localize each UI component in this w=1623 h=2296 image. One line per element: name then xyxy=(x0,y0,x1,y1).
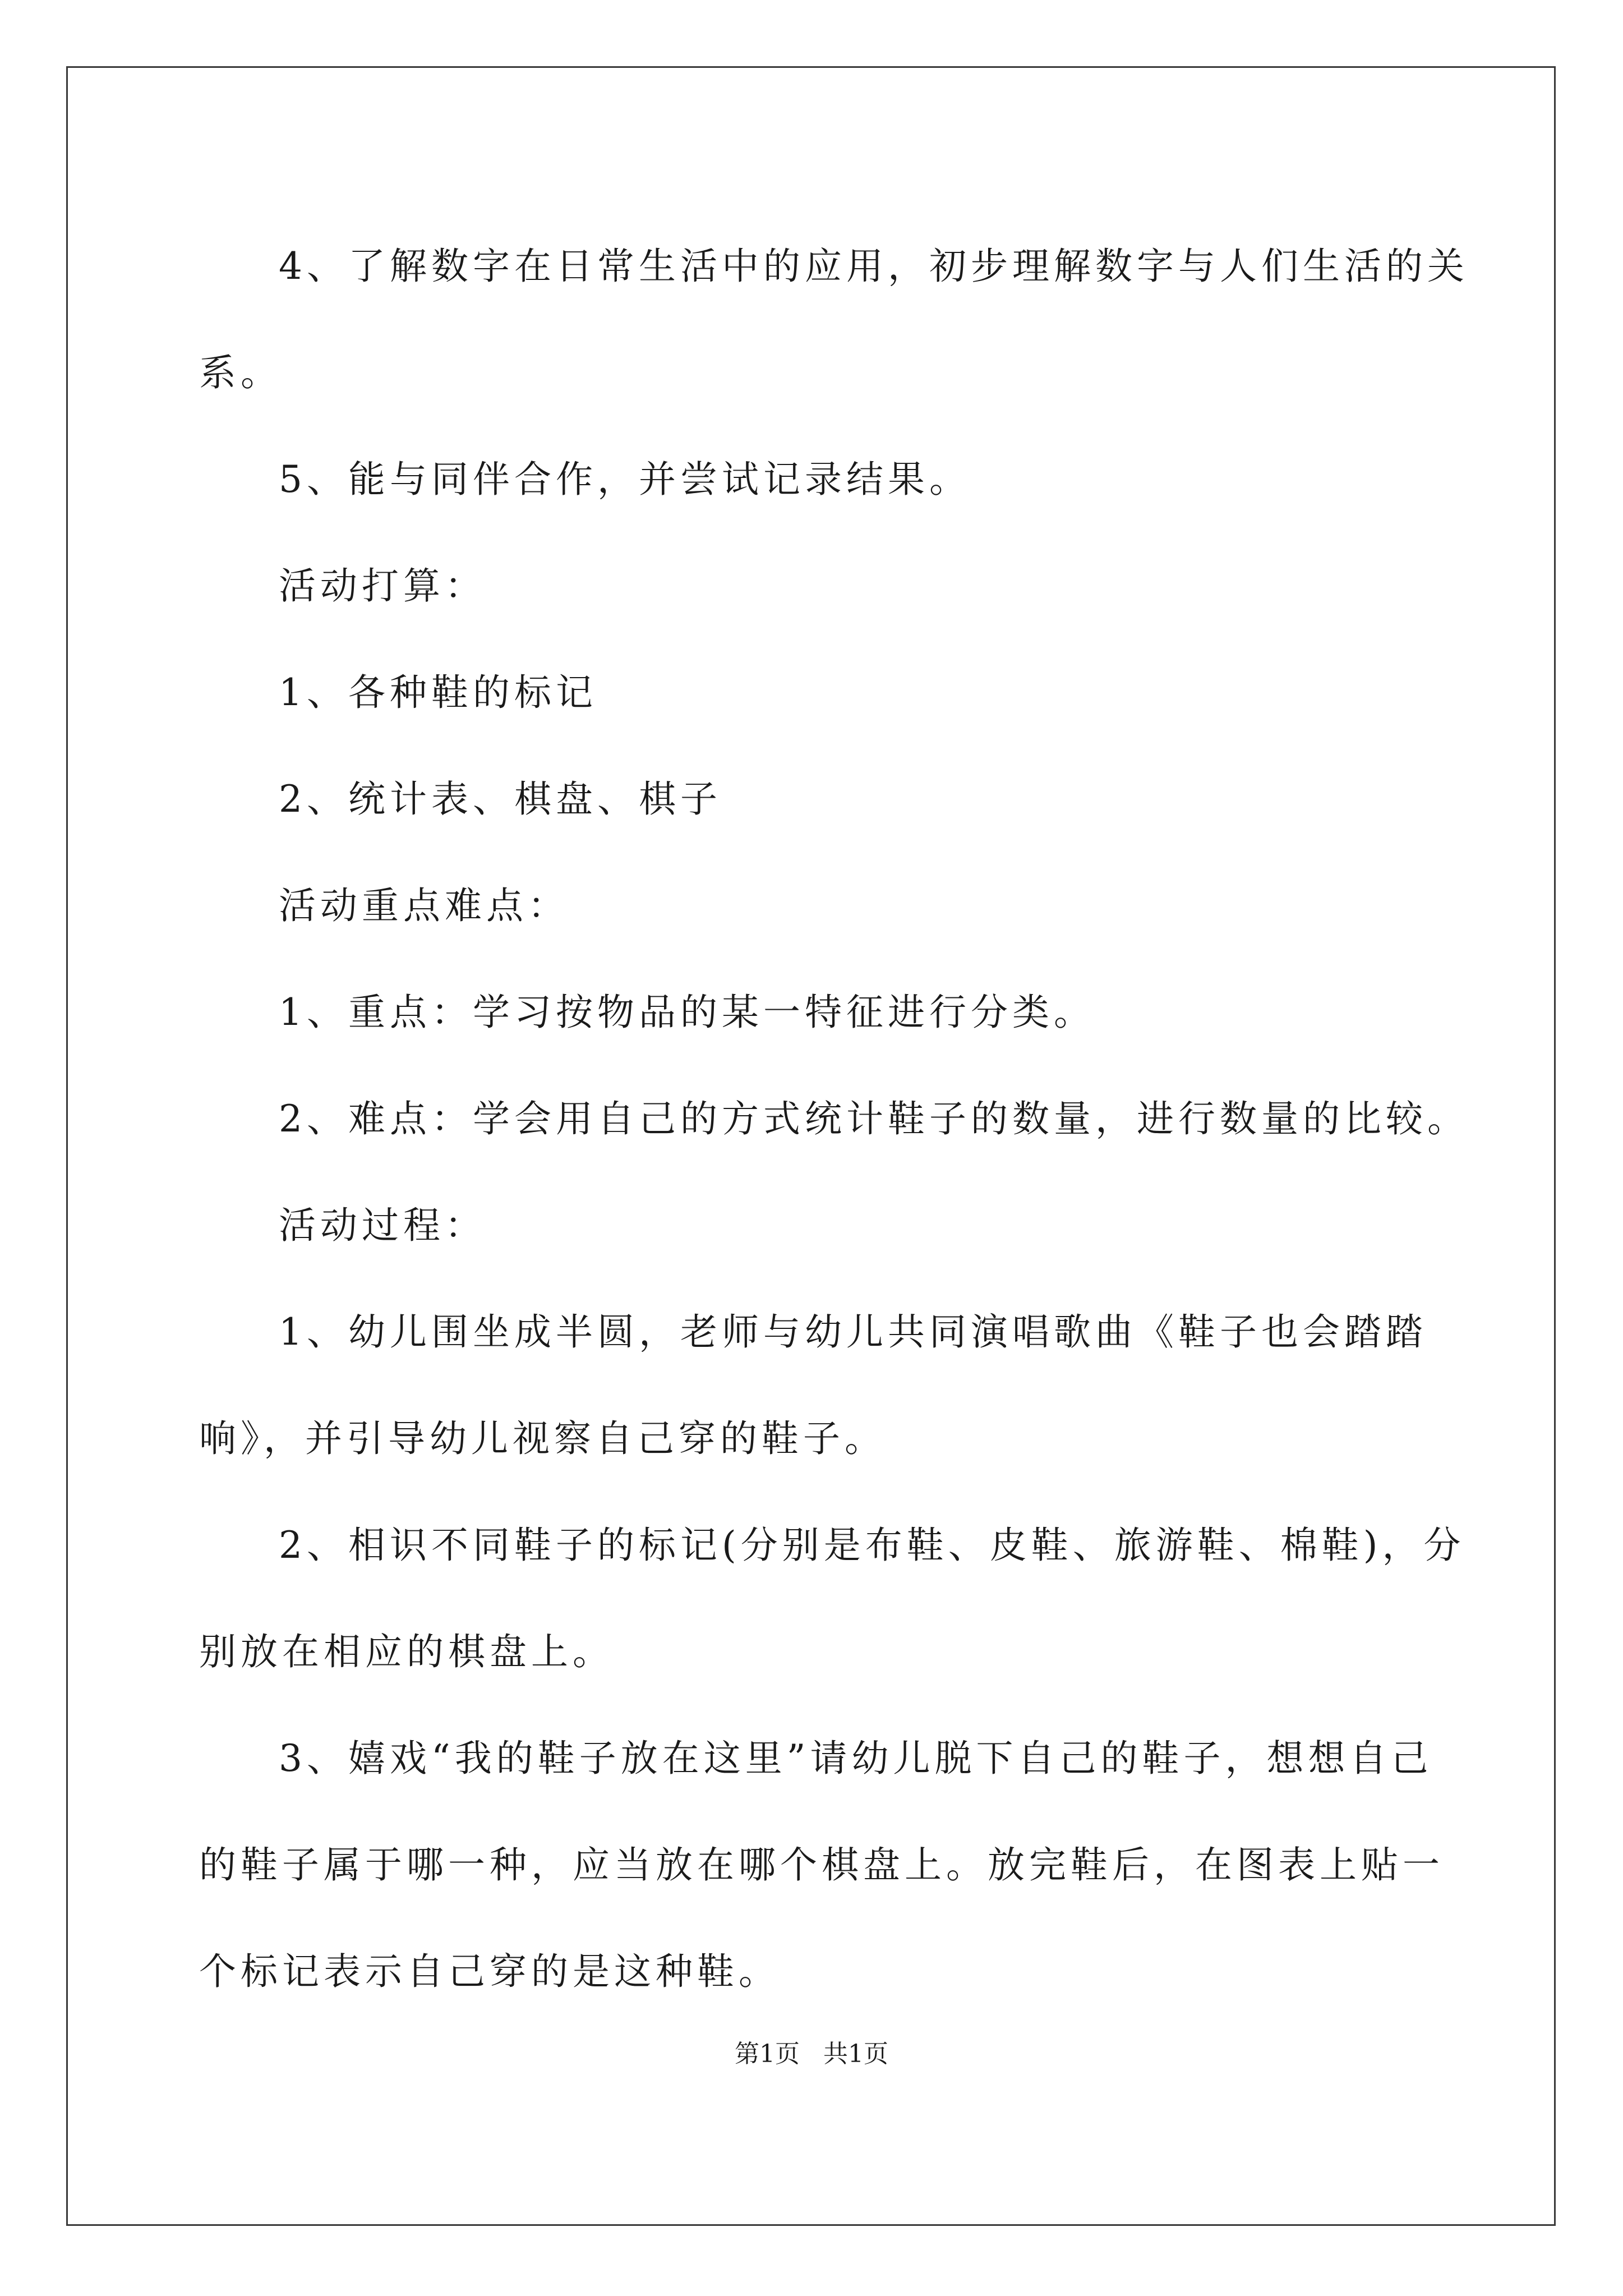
section-heading: 活动重点难点： xyxy=(279,884,569,927)
paragraph-line: 2、统计表、棋盘、棋子 xyxy=(279,777,722,821)
paragraph-line: 1、幼儿围坐成半圆，老师与幼儿共同演唱歌曲《鞋子也会踏踏 xyxy=(279,1310,1427,1354)
paragraph-line: 4、了解数字在日常生活中的应用，初步理解数字与人们生活的关 xyxy=(279,245,1469,288)
paragraph-line: 个标记表示自己穿的是这种鞋。 xyxy=(199,1950,780,1993)
paragraph-line: 1、重点：学习按物品的某一特征进行分类。 xyxy=(279,991,1095,1034)
paragraph-line: 别放在相应的棋盘上。 xyxy=(199,1630,614,1673)
paragraph-line: 的鞋子属于哪一种，应当放在哪个棋盘上。放完鞋后，在图表上贴一 xyxy=(199,1843,1444,1887)
paragraph-line: 3、嬉戏“我的鞋子放在这里”请幼儿脱下自己的鞋子，想想自己 xyxy=(279,1737,1433,1780)
paragraph-line: 响》，并引导幼儿视察自己穿的鞋子。 xyxy=(199,1417,886,1460)
section-heading: 活动过程： xyxy=(279,1204,486,1247)
paragraph-line: 2、难点：学会用自己的方式统计鞋子的数量，进行数量的比较。 xyxy=(279,1097,1469,1140)
section-heading: 活动打算： xyxy=(279,564,486,608)
paragraph-line: 2、相识不同鞋子的标记(分别是布鞋、皮鞋、旅游鞋、棉鞋)，分 xyxy=(279,1524,1465,1567)
page-footer: 第1页 共1页 xyxy=(735,2040,888,2068)
paragraph-line: 5、能与同伴合作，并尝试记录结果。 xyxy=(279,458,971,501)
paragraph-line: 系。 xyxy=(199,351,282,394)
document-body xyxy=(199,213,1489,2025)
paragraph-line: 1、各种鞋的标记 xyxy=(279,671,597,714)
